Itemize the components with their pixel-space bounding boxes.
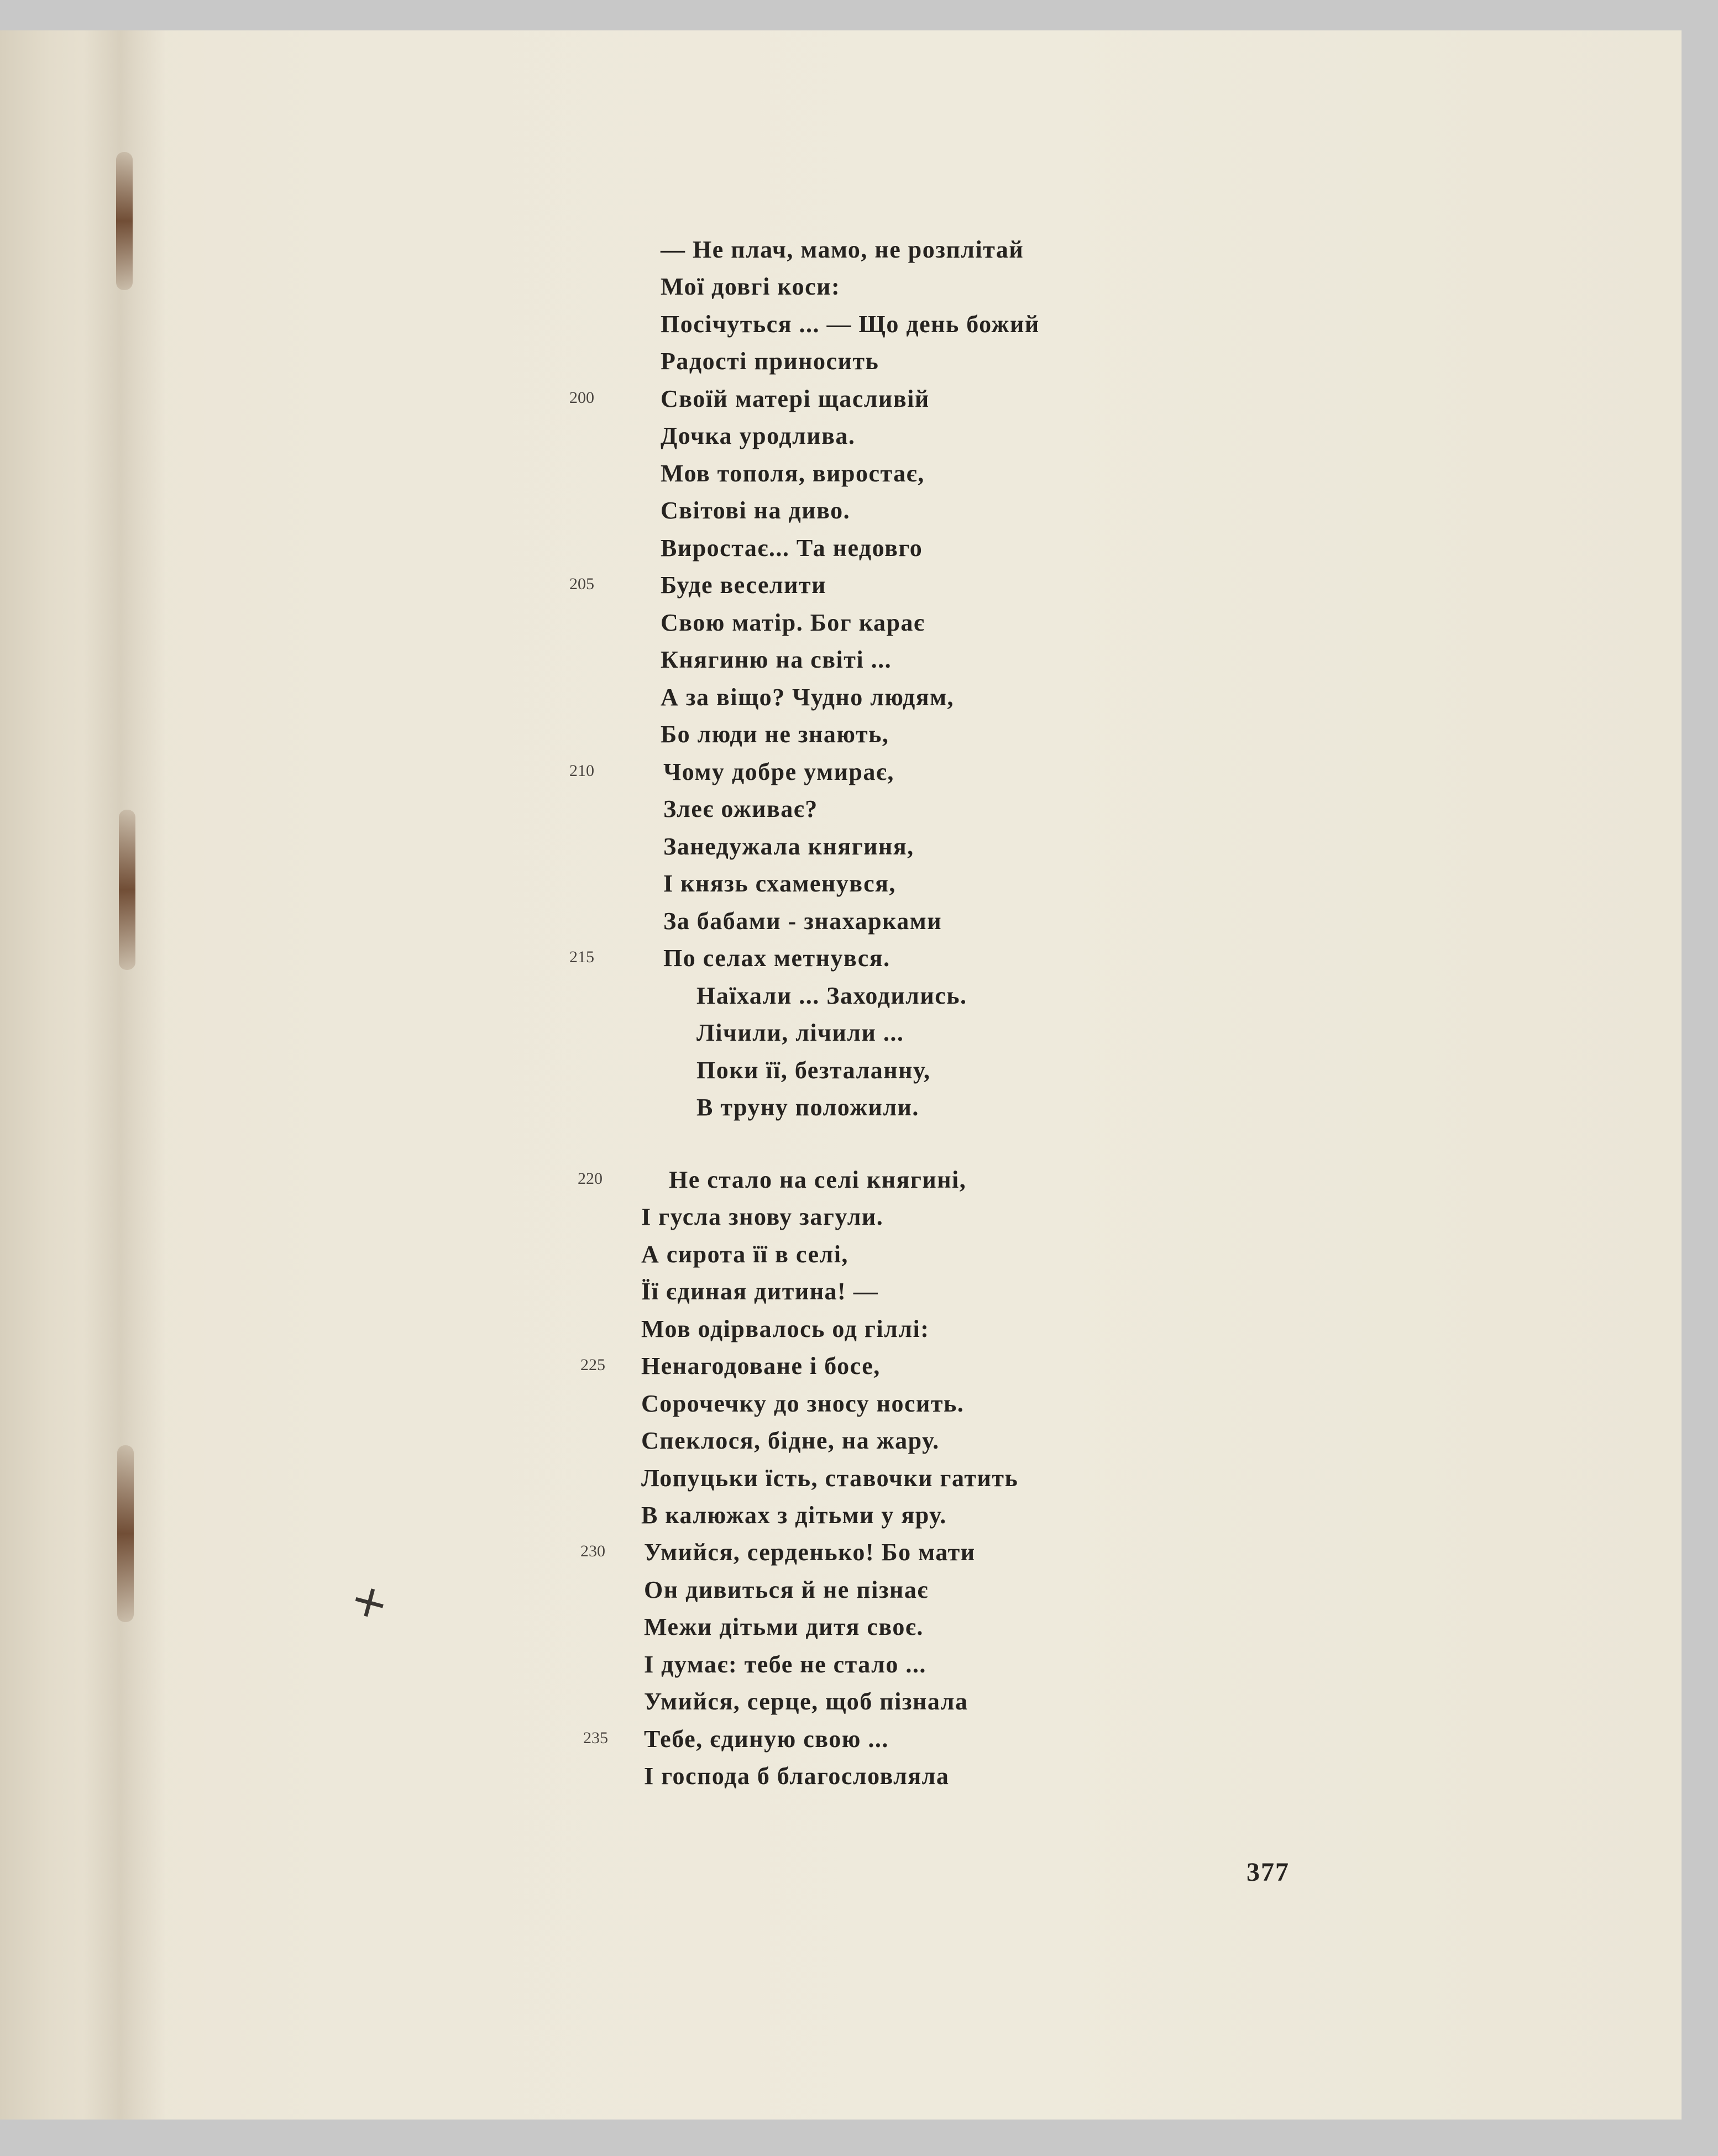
verse-line-16: Злеє оживає? — [663, 795, 818, 822]
verse-line-12: Княгиню на світі ... — [661, 646, 892, 673]
verse-line-15: Чому добре умирає, — [663, 758, 894, 785]
line-number: 225 — [580, 1356, 605, 1374]
verse-line-22: Лічили, лічили ... — [696, 1019, 904, 1046]
verse-line-9: Виростає... Та недовго — [661, 534, 923, 562]
verse-line-10: Буде веселити — [661, 571, 826, 599]
verse-line-13: А за віщо? Чудно людям, — [661, 684, 955, 711]
verse-line-29: Мов одірвалось од гіллі: — [641, 1315, 930, 1342]
verse-line-3: Посічуться ... — Що день божий — [661, 311, 1040, 338]
verse-line-37: Межи дітьми дитя своє. — [644, 1613, 924, 1640]
rust-stain — [117, 1445, 134, 1622]
verse-line-33: Лопуцьки їсть, ставочки гатить — [641, 1465, 1019, 1492]
verse-line-30: Ненагодоване і босе, — [641, 1352, 881, 1379]
rust-stain — [116, 152, 133, 290]
verse-line-41: І господа б благословляла — [644, 1762, 950, 1790]
verse-line-27: А сирота її в селі, — [641, 1241, 848, 1268]
line-number: 235 — [583, 1729, 608, 1747]
verse-line-18: І князь схаменувся, — [663, 870, 896, 897]
line-number: 215 — [569, 948, 594, 966]
verse-line-38: І думає: тебе не стало ... — [644, 1651, 926, 1678]
verse-line-34: В калюжах з дітьми у яру. — [641, 1502, 947, 1529]
margin-mark: ✕ — [345, 1577, 395, 1631]
line-number: 205 — [569, 575, 594, 593]
page-gutter-shadow — [83, 30, 166, 2120]
verse-line-14: Бо люди не знають, — [661, 721, 889, 748]
verse-line-20: По селах метнувся. — [663, 945, 891, 972]
line-number: 210 — [569, 762, 594, 780]
page-number: 377 — [1246, 1858, 1290, 1887]
line-number: 220 — [578, 1169, 603, 1188]
verse-line-4: Радості приносить — [661, 348, 879, 375]
verse-line-32: Спеклося, бідне, на жару. — [641, 1427, 940, 1454]
book-page — [0, 30, 1682, 2120]
verse-line-11: Свою матір. Бог карає — [661, 609, 925, 636]
line-number: 200 — [569, 389, 594, 407]
verse-line-31: Сорочечку до зносу носить. — [641, 1390, 965, 1417]
verse-line-17: Занедужала княгиня, — [663, 833, 914, 860]
verse-line-36: Он дивиться й не пізнає — [644, 1576, 929, 1603]
verse-line-23: Поки її, безталанну, — [696, 1057, 931, 1084]
verse-line-6: Дочка уродлива. — [661, 422, 856, 449]
line-number: 230 — [580, 1542, 605, 1560]
verse-line-35: Умийся, серденько! Бо мати — [644, 1539, 976, 1566]
rust-stain — [119, 810, 135, 970]
verse-line-39: Умийся, серце, щоб пізнала — [644, 1688, 968, 1715]
verse-line-5: Своїй матері щасливій — [661, 385, 930, 412]
verse-line-28: Її єдиная дитина! — — [641, 1278, 879, 1305]
verse-line-19: За бабами - знахарками — [663, 907, 942, 935]
verse-line-26: І гусла знову загули. — [641, 1203, 884, 1230]
verse-line-7: Мов тополя, виростає, — [661, 460, 925, 487]
verse-line-40: Тебе, єдиную свою ... — [644, 1725, 889, 1753]
verse-line-8: Світові на диво. — [661, 497, 851, 524]
verse-line-24: В труну положили. — [696, 1094, 919, 1121]
verse-line-1: — Не плач, мамо, не розплітай — [661, 236, 1024, 263]
verse-line-21: Наїхали ... Заходились. — [696, 982, 967, 1009]
verse-line-2: Мої довгі коси: — [661, 273, 841, 300]
verse-line-25: Не стало на селі княгині, — [669, 1166, 967, 1193]
